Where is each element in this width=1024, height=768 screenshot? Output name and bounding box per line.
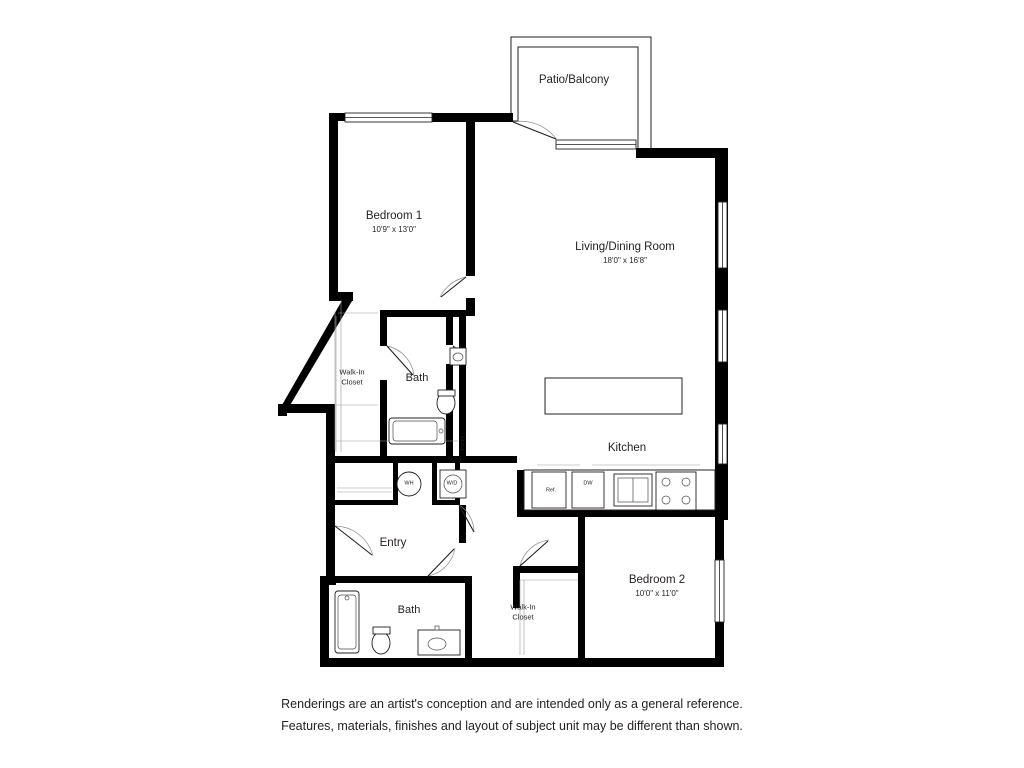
label-water-heater: WH bbox=[404, 480, 414, 487]
label-pantry: Pantry bbox=[460, 435, 466, 451]
label-bath-upper: Bath bbox=[405, 371, 429, 384]
label-washer-dryer: W/D bbox=[446, 480, 458, 487]
bath-upper-fixtures bbox=[389, 348, 466, 444]
label-walk-in-closet-2: Walk-In Closet bbox=[510, 602, 536, 621]
room-label-patio: Patio/Balcony bbox=[538, 73, 610, 86]
living-room-furniture bbox=[545, 378, 682, 414]
bath-lower-fixtures bbox=[335, 591, 460, 655]
label-dishwasher: DW bbox=[583, 480, 593, 487]
room-label-kitchen: Kitchen bbox=[607, 441, 647, 454]
room-label-living-dining: Living/Dining Room 18'0" x 16'8" bbox=[575, 240, 675, 266]
label-walk-in-closet-1: Walk-In Closet bbox=[339, 367, 365, 386]
disclaimer-line-1: Renderings are an artist's conception and are intended only as a general reference. bbox=[281, 697, 743, 711]
label-bath-lower: Bath bbox=[397, 603, 421, 616]
disclaimer bbox=[0, 694, 1024, 738]
room-label-bedroom-2: Bedroom 2 10'0" x 11'0" bbox=[628, 573, 686, 599]
disclaimer-line-2: Features, materials, finishes and layout of subject unit may be different than shown. bbox=[281, 718, 743, 733]
room-label-bedroom-1: Bedroom 1 10'9" x 13'0" bbox=[365, 209, 423, 235]
label-refrigerator: Ref. bbox=[545, 487, 557, 494]
room-label-entry: Entry bbox=[379, 536, 407, 549]
patio-balcony-outline bbox=[511, 37, 651, 150]
